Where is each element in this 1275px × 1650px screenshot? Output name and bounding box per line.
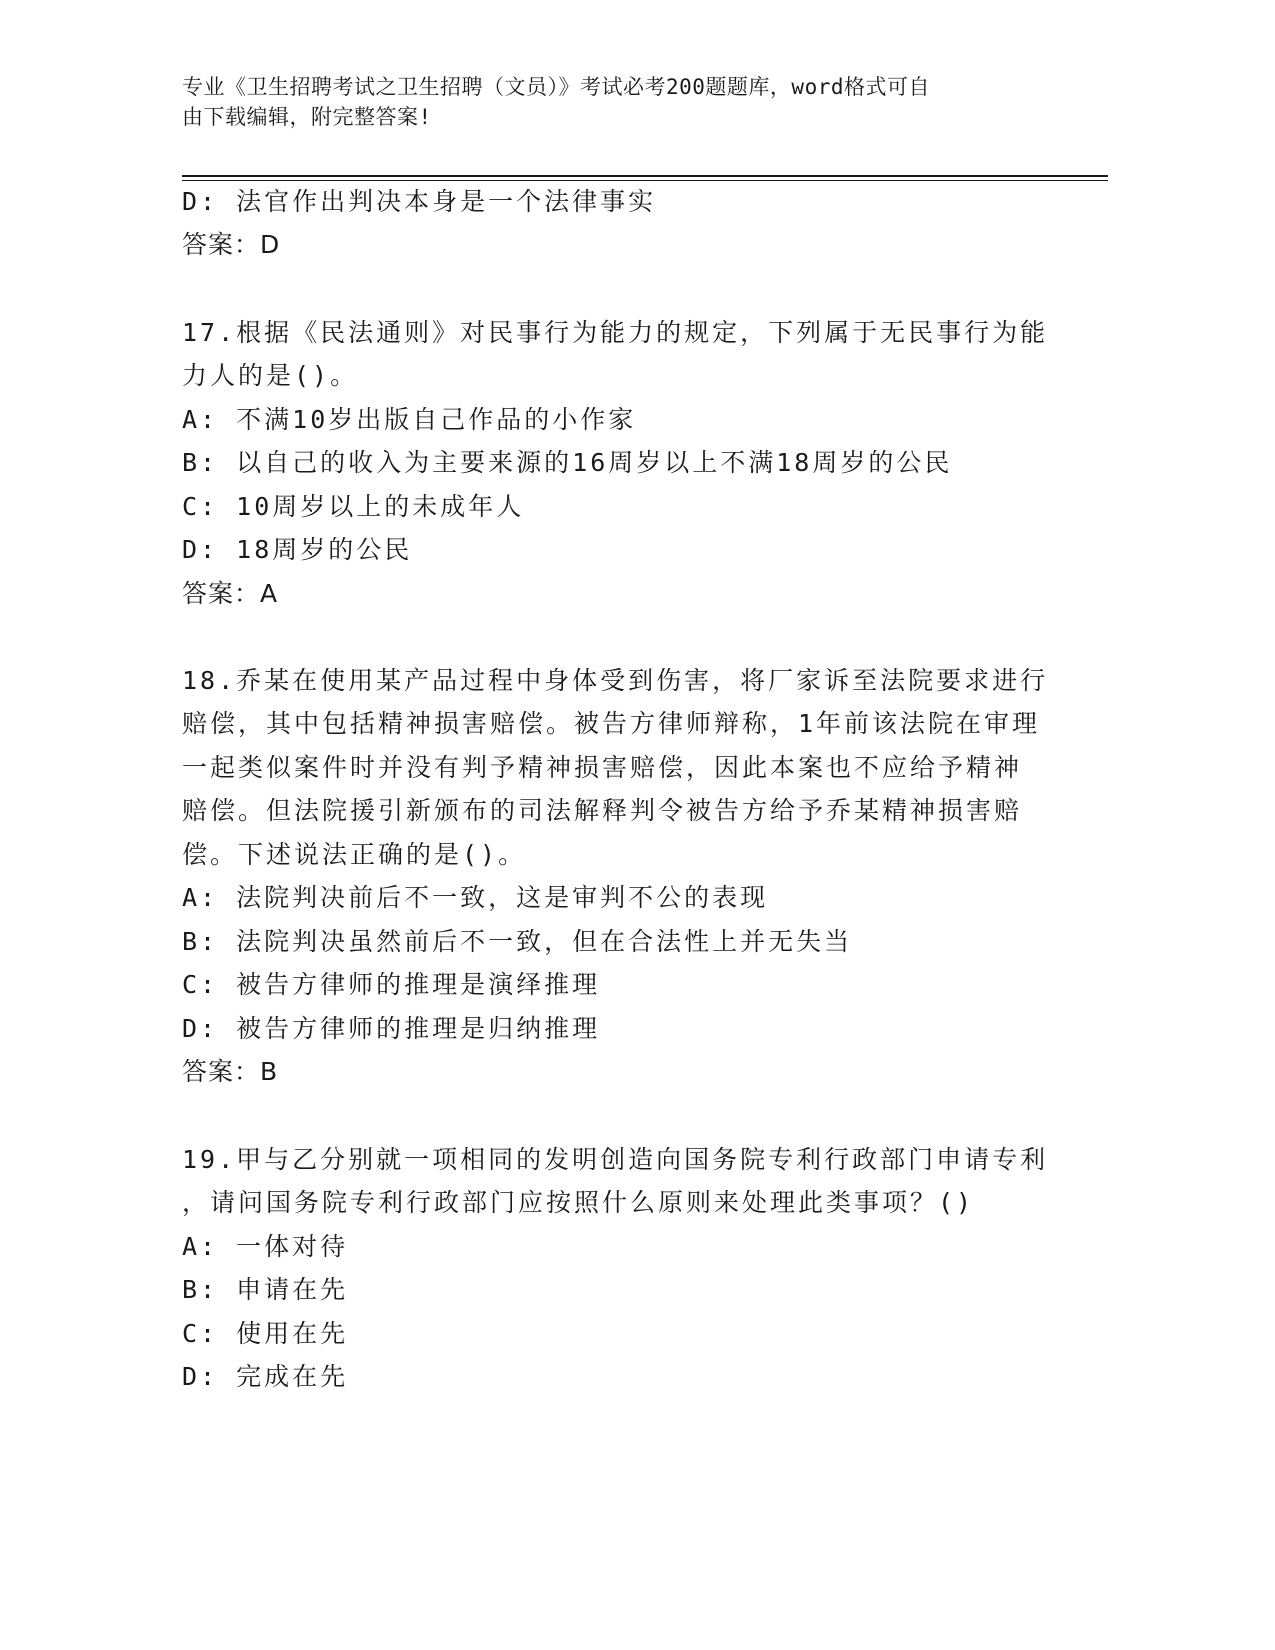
q18-stem-line-4: 赔偿。但法院援引新颁布的司法解释判令被告方给予乔某精神损害赔 bbox=[182, 796, 1023, 825]
q16-answer: 答案：D bbox=[182, 230, 281, 259]
header-divider-thick bbox=[182, 175, 1108, 177]
q18-stem-line-5: 偿。下述说法正确的是()。 bbox=[182, 840, 527, 869]
document-header bbox=[182, 72, 1062, 132]
q18-stem-line-2: 赔偿，其中包括精神损害赔偿。被告方律师辩称，1年前该法院在审理 bbox=[182, 709, 1041, 738]
q17-stem-line-1: 17.根据《民法通则》对民事行为能力的规定，下列属于无民事行为能 bbox=[182, 318, 1049, 347]
q19-option-b: B: 申请在先 bbox=[182, 1275, 349, 1304]
q17-option-d: D: 18周岁的公民 bbox=[182, 535, 413, 564]
q19-stem-line-2: ，请问国务院专利行政部门应按照什么原则来处理此类事项？() bbox=[182, 1188, 975, 1217]
q18-option-b: B: 法院判决虽然前后不一致，但在合法性上并无失当 bbox=[182, 927, 853, 956]
q17-stem-line-2: 力人的是()。 bbox=[182, 361, 359, 390]
header-line-1: 专业《卫生招聘考试之卫生招聘（文员）》考试必考200题题库，word格式可自 bbox=[182, 75, 930, 99]
q17-answer: 答案：A bbox=[182, 579, 279, 608]
header-divider-thin bbox=[182, 180, 1108, 181]
header-line-2: 由下载编辑，附完整答案! bbox=[182, 105, 432, 129]
q18-stem-line-3: 一起类似案件时并没有判予精神损害赔偿，因此本案也不应给予精神 bbox=[182, 753, 1023, 782]
q17-option-c: C: 10周岁以上的未成年人 bbox=[182, 492, 525, 521]
q16-option-d: D: 法官作出判决本身是一个法律事实 bbox=[182, 187, 657, 216]
q19-stem-line-1: 19.甲与乙分别就一项相同的发明创造向国务院专利行政部门申请专利 bbox=[182, 1145, 1049, 1174]
q19-option-a: A: 一体对待 bbox=[182, 1232, 349, 1261]
q19-option-d: D: 完成在先 bbox=[182, 1362, 349, 1391]
q17-option-a: A: 不满10岁出版自己作品的小作家 bbox=[182, 405, 637, 434]
q18-stem-line-1: 18.乔某在使用某产品过程中身体受到伤害，将厂家诉至法院要求进行 bbox=[182, 666, 1049, 695]
q18-option-d: D: 被告方律师的推理是归纳推理 bbox=[182, 1014, 601, 1043]
q18-answer: 答案：B bbox=[182, 1057, 279, 1086]
q17-option-b: B: 以自己的收入为主要来源的16周岁以上不满18周岁的公民 bbox=[182, 448, 953, 477]
q18-option-c: C: 被告方律师的推理是演绎推理 bbox=[182, 970, 601, 999]
q19-option-c: C: 使用在先 bbox=[182, 1319, 349, 1348]
q18-option-a: A: 法院判决前后不一致，这是审判不公的表现 bbox=[182, 883, 769, 912]
